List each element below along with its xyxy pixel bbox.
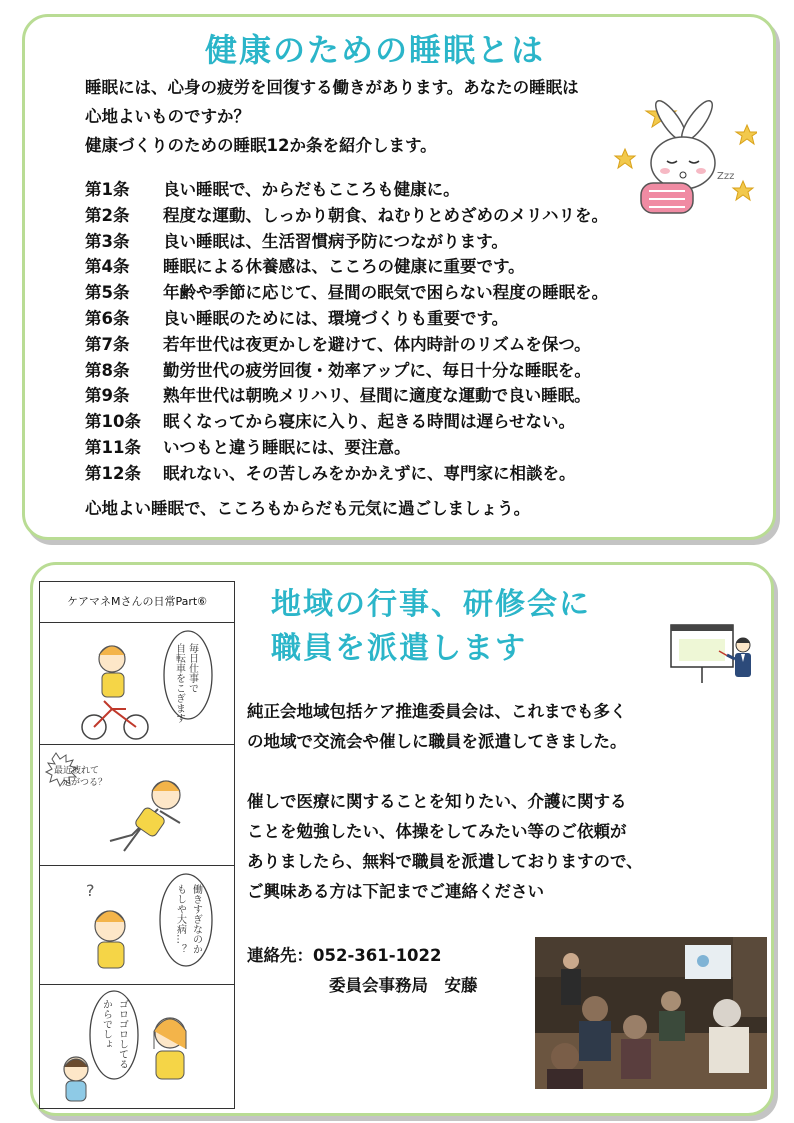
contact-phone: 052-361-1022 [313,946,442,965]
article-number: 第1条 [85,180,130,199]
family-illustration [40,985,234,1107]
article-number: 第12条 [85,463,141,483]
article-number: 第11条 [85,437,141,457]
zzz-text: Zzz [717,171,735,182]
article-text: 程度な運動、しっかり朝食、ねむりとめざめのメリハリを。 [163,205,609,225]
svg-text:自転車をこぎます: 自転車をこぎます [173,643,185,723]
seminar-photo [535,937,767,1089]
article-item [85,306,608,332]
comic-panel [40,745,234,866]
article-item [85,358,608,384]
article-number: 第4条 [85,257,130,277]
article-item [85,177,608,203]
article-item [85,435,608,461]
star-icon [615,149,635,168]
sleep-card [22,14,776,540]
worried-person-illustration [40,866,234,984]
intro-line: 心地よいものですか？ [85,107,250,126]
article-text: いつもと違う睡眠には、要注意。 [163,437,411,457]
svg-text:毎日仕事で: 毎日仕事で [186,643,198,693]
article-text: 眠れない、その苦しみをかかえずに、専門家に相談を。 [163,463,576,483]
intro-line: 健康づくりのための睡眠12か条を紹介します。 [85,136,437,155]
article-text: 熟年世代は朝晩メリハリ、昼間に適度な運動で良い睡眠。 [163,386,591,406]
article-text: 眠くなってから寝床に入り、起きる時間は遅らせない。 [163,412,576,432]
sleeping-rabbit-icon [613,99,757,219]
sleep-closing: 心地よい睡眠で、こころもからだも元気に過ごしましょう。 [85,499,531,518]
article-item [85,383,608,409]
svg-text:働きすぎなのか: 働きすぎなのか [190,884,202,954]
svg-text:からでしょ: からでしょ [100,999,112,1049]
body-line: ありましたら、無料で職員を派遣しておりますので、 [247,852,643,871]
article-number: 第8条 [85,360,130,380]
contact-info [247,941,478,1001]
article-number: 第9条 [85,386,130,406]
article-text: 年齢や季節に応じて、昼間の眠気で困らない程度の睡眠を。 [163,283,609,303]
intro-line: 睡眠には、心身の疲労を回復する働きがあります。あなたの睡眠は [85,78,579,97]
svg-text:ゴロゴロしてる: ゴロゴロしてる [116,999,128,1069]
article-number: 第3条 [85,231,130,251]
dispatch-title-line: 職員を派遣します [271,631,527,666]
presenter-board-icon [669,621,759,693]
star-icon [736,125,757,144]
article-text: 良い睡眠のためには、環境づくりも重要です。 [163,308,509,328]
article-text: 睡眠による休養感は、こころの健康に重要です。 [163,257,525,277]
comic-strip [39,581,235,1109]
dispatch-title-line: 地域の行事、研修会に [271,587,591,622]
article-item [85,254,608,280]
sleep-intro [85,73,579,160]
comic-panel [40,623,234,745]
svg-text:最近疲れて: 最近疲れて [54,766,100,776]
article-text: 勤労世代の疲労回復・効率アップに、毎日十分な睡眠を。 [163,360,591,380]
svg-text:?: ? [86,881,95,900]
comic-title: ケアマネMさんの日常Part⑥ [40,582,234,623]
article-text: 良い睡眠は、生活習慣病予防につながります。 [163,231,508,251]
star-icon [733,181,753,200]
article-item [85,332,608,358]
body-line: 催しで医療に関することを知りたい、介護に関する [247,792,627,811]
article-number: 第10条 [85,412,141,432]
svg-text:足がつる？: 足がつる？ [62,778,108,788]
dispatch-body [247,697,643,907]
article-item [85,203,608,229]
body-line: 純正会地域包括ケア推進委員会は、これまでも多く [247,702,627,721]
contact-label: 連絡先： [247,946,313,965]
sleep-title: 健康のための睡眠とは [205,31,546,69]
article-text: 良い睡眠で、からだもこころも健康に。 [163,180,460,199]
comic-panel [40,866,234,985]
article-item [85,280,608,306]
article-number: 第5条 [85,283,130,303]
body-line: ご興味ある方は下記までご連絡ください [247,882,544,901]
contact-name: 委員会事務局 安藤 [329,976,478,995]
article-number: 第2条 [85,205,130,225]
article-number: 第6条 [85,308,130,328]
comic-panel [40,985,234,1107]
article-text: 若年世代は夜更かしを避けて、体内時計のリズムを保つ。 [163,334,591,354]
dispatch-title [271,583,591,671]
tired-person-illustration [40,745,234,865]
sleep-articles-list [85,177,608,487]
article-number: 第7条 [85,334,130,354]
cyclist-illustration [40,623,234,744]
body-line: ことを勉強したい、体操をしてみたい等のご依頼が [247,822,627,841]
svg-text:もしや大病…？: もしや大病…？ [174,884,186,954]
article-item [85,409,608,435]
article-item [85,461,608,487]
body-line: の地域で交流会や催しに職員を派遣してきました。 [247,732,627,751]
dispatch-card [30,562,774,1116]
article-item [85,229,608,255]
